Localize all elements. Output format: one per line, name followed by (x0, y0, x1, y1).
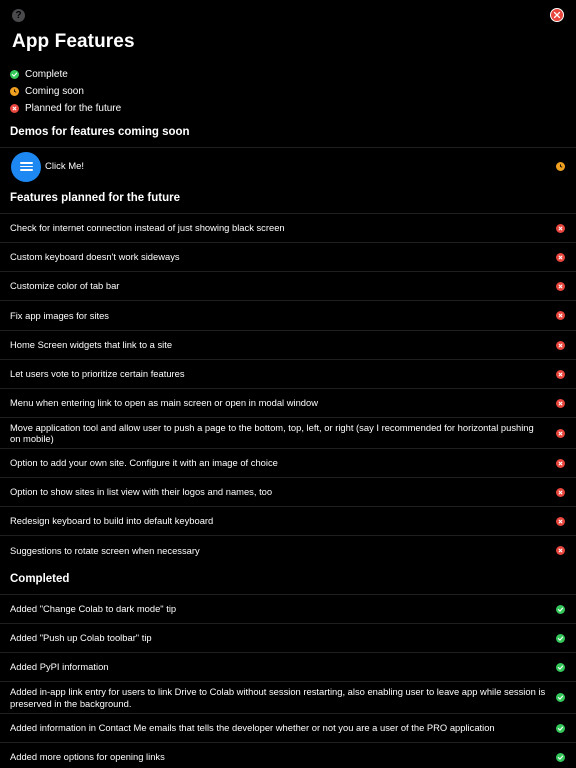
x-icon (556, 517, 565, 526)
list-item[interactable] (0, 594, 576, 623)
page-title: App Features (12, 31, 135, 52)
list-item[interactable] (0, 213, 576, 242)
list-item-label: Suggestions to rotate screen when necessary (10, 544, 200, 556)
list-item[interactable] (0, 242, 576, 271)
list-item[interactable] (0, 742, 576, 768)
list-item[interactable] (0, 448, 576, 477)
legend-item-coming-soon (10, 83, 121, 100)
x-icon (556, 224, 565, 233)
list-item-label: Menu when entering link to open as main screen or open in modal window (10, 397, 318, 409)
list-item-label: Let users vote to prioritize certain features (10, 368, 185, 380)
list-item[interactable] (0, 713, 576, 742)
list-item[interactable] (0, 681, 576, 713)
check-icon (556, 724, 565, 733)
list-item-label: Fix app images for sites (10, 309, 109, 321)
list-item-label: Added PyPI information (10, 661, 109, 673)
list-item[interactable] (0, 535, 576, 565)
list-item[interactable] (0, 417, 576, 448)
list-item-label: Added in-app link entry for users to link Drive to Colab without session restarting, also enabling user to leave app while session is preserved in the background. (10, 686, 546, 709)
list-item-label: Custom keyboard doesn't work sideways (10, 251, 180, 263)
check-icon (10, 70, 19, 79)
legend-item-planned (10, 100, 121, 117)
list-item[interactable] (0, 477, 576, 506)
list-item-label: Redesign keyboard to build into default keyboard (10, 515, 214, 527)
list-item[interactable] (0, 359, 576, 388)
x-icon (556, 341, 565, 350)
check-icon (556, 605, 565, 614)
x-icon (556, 370, 565, 379)
clock-icon (10, 87, 19, 96)
section-header-completed: Completed (10, 573, 70, 585)
list-item[interactable] (0, 623, 576, 652)
list-item-label: Added information in Contact Me emails that tells the developer whether or not you are a user of the PRO application (10, 722, 495, 734)
x-icon (556, 253, 565, 262)
x-icon (556, 546, 565, 555)
list-item-label: Added more options for opening links (10, 751, 165, 763)
check-icon (556, 693, 565, 702)
menu-icon[interactable] (11, 152, 41, 182)
section-header-planned: Features planned for the future (10, 192, 180, 204)
x-icon (556, 429, 565, 438)
check-icon (556, 634, 565, 643)
list-item-label: Check for internet connection instead of just showing black screen (10, 222, 285, 234)
x-icon (556, 459, 565, 468)
list-item-label: Option to add your own site. Configure it with an image of choice (10, 457, 278, 469)
list-item-label: Added "Push up Colab toolbar" tip (10, 632, 152, 644)
x-icon (10, 104, 19, 113)
legend (10, 66, 121, 117)
list-item[interactable] (0, 271, 576, 300)
x-icon (556, 488, 565, 497)
list-item[interactable] (0, 506, 576, 535)
legend-item-complete (10, 66, 121, 83)
list-item[interactable] (0, 388, 576, 417)
list-item-label: Added "Change Colab to dark mode" tip (10, 603, 177, 615)
check-icon (556, 663, 565, 672)
demo-button-label[interactable]: Click Me! (45, 160, 85, 172)
demo-row[interactable] (0, 147, 576, 185)
list-item[interactable] (0, 652, 576, 681)
clock-icon (556, 162, 565, 171)
close-icon[interactable] (550, 8, 564, 22)
x-icon (556, 399, 565, 408)
list-item[interactable] (0, 300, 576, 330)
legend-label: Planned for the future (25, 103, 122, 114)
list-item[interactable] (0, 330, 576, 359)
help-icon[interactable]: ? (12, 9, 25, 22)
list-item-label: Customize color of tab bar (10, 280, 120, 292)
x-icon (556, 282, 565, 291)
list-item-label: Move application tool and allow user to push a page to the bottom, top, left, or right (say I recommended for horizontal pushing on mobile) (10, 421, 534, 444)
x-icon (556, 311, 565, 320)
legend-label: Complete (25, 69, 68, 80)
legend-label: Coming soon (25, 86, 84, 97)
list-item-label: Home Screen widgets that link to a site (10, 339, 173, 351)
section-header-demos: Demos for features coming soon (10, 126, 190, 138)
check-icon (556, 753, 565, 762)
list-item-label: Option to show sites in list view with their logos and names, too (10, 486, 273, 498)
